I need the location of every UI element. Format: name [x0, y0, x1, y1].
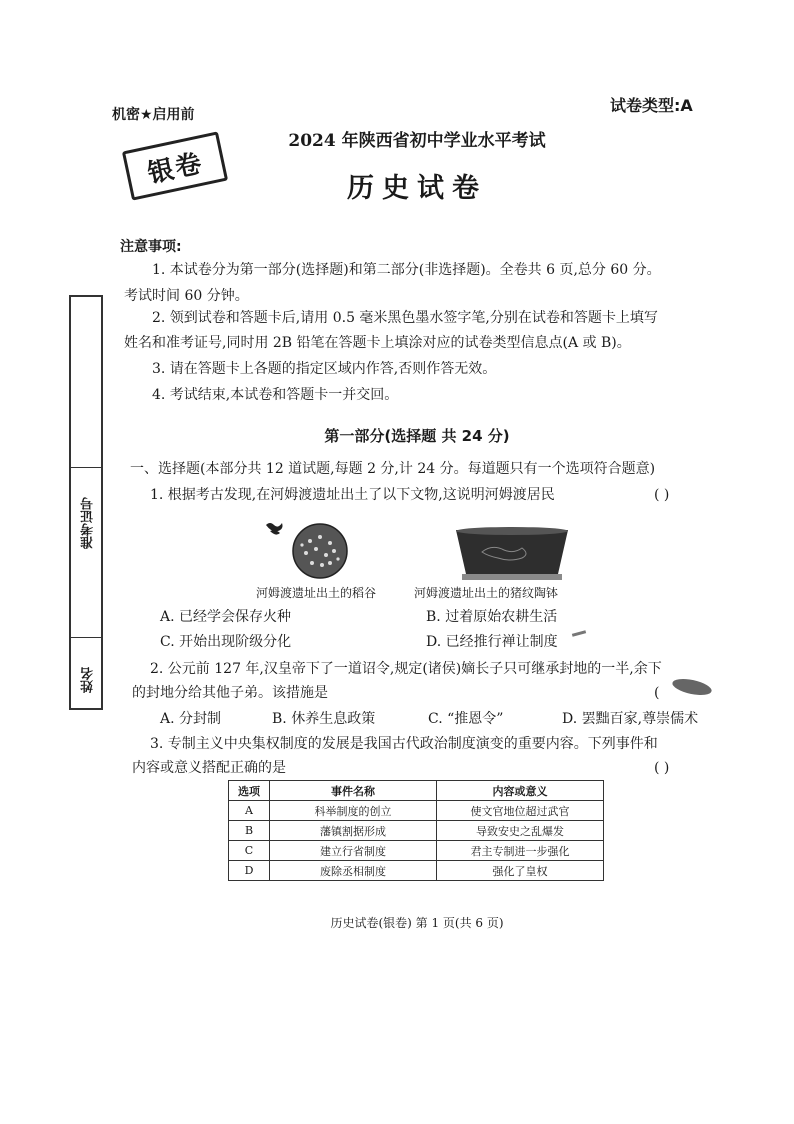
- table-cell: 君主专制进一步强化: [437, 841, 604, 861]
- q2-option-a: A. 分封制: [160, 711, 222, 727]
- q1-caption-bowl: 河姆渡遗址出土的猪纹陶钵: [414, 586, 559, 600]
- page-footer: 历史试卷(银卷) 第 1 页(共 6 页): [330, 916, 504, 930]
- subject-title: 历史试卷: [347, 173, 487, 204]
- section-instructions: 一、选择题(本部分共 12 道试题,每题 2 分,计 24 分。每道题只有一个选项符合题意): [130, 461, 656, 477]
- table-cell: 科举制度的创立: [270, 801, 437, 821]
- q2-option-d: D. 罢黜百家,尊崇儒术: [562, 711, 699, 727]
- table-row: [229, 861, 604, 881]
- exam-number-label: 准考证号: [81, 497, 96, 549]
- notice-item-1-cont: 考试时间 60 分钟。: [124, 288, 249, 304]
- q3-stem-line1: 3. 专制主义中央集权制度的发展是我国古代政治制度演变的重要内容。下列事件和: [150, 736, 658, 752]
- q1-option-d: D. 已经推行禅让制度: [426, 634, 558, 650]
- part1-title: 第一部分(选择题 共 24 分): [324, 427, 510, 445]
- q1-caption-rice: 河姆渡遗址出土的稻谷: [256, 586, 377, 600]
- table-cell: D: [229, 861, 270, 881]
- table-row: [229, 821, 604, 841]
- table-cell: 建立行省制度: [270, 841, 437, 861]
- q1-answer-bracket: ( ): [654, 487, 670, 503]
- q1-option-c: C. 开始出现阶级分化: [160, 634, 292, 650]
- table-cell: 废除丞相制度: [270, 861, 437, 881]
- table-cell: 强化了皇权: [437, 861, 604, 881]
- silver-paper-stamp: 银卷: [122, 131, 228, 200]
- table-header: 事件名称: [270, 781, 437, 801]
- table-cell: 使文官地位超过武官: [437, 801, 604, 821]
- notice-item-3: 3. 请在答题卡上各题的指定区域内作答,否则作答无效。: [152, 361, 497, 377]
- pencil-mark: [572, 630, 586, 637]
- q1-stem: 1. 根据考古发现,在河姆渡遗址出土了以下文物,这说明河姆渡居民: [150, 487, 555, 503]
- table-cell: 导致安史之乱爆发: [437, 821, 604, 841]
- exam-title: 2024 年陕西省初中学业水平考试: [288, 131, 546, 151]
- table-row: [229, 801, 604, 821]
- table-row: [229, 841, 604, 861]
- pottery-bowl-image: [452, 522, 572, 582]
- q2-option-b: B. 休养生息政策: [272, 711, 376, 727]
- table-cell: B: [229, 821, 270, 841]
- q2-option-c: C. “推恩令”: [428, 711, 504, 727]
- paper-type: 试卷类型:A: [610, 96, 693, 115]
- table-cell: A: [229, 801, 270, 821]
- q3-stem-line2: 内容或意义搭配正确的是: [132, 760, 286, 776]
- q2-answer-bracket: (: [654, 685, 660, 701]
- candidate-info-box: [69, 295, 103, 710]
- q3-options-table: [228, 780, 604, 881]
- notice-item-2: 2. 领到试卷和答题卡后,请用 0.5 毫米黑色墨水签字笔,分别在试卷和答题卡上填写: [152, 310, 658, 326]
- name-label: 姓名: [81, 667, 96, 693]
- table-cell: 藩镇割据形成: [270, 821, 437, 841]
- ink-smudge: [671, 676, 713, 698]
- table-header: 内容或意义: [437, 781, 604, 801]
- q2-stem-line2: 的封地分给其他子弟。该措施是: [132, 685, 328, 701]
- notice-item-4: 4. 考试结束,本试卷和答题卡一并交回。: [152, 387, 399, 403]
- notice-item-1: 1. 本试卷分为第一部分(选择题)和第二部分(非选择题)。全卷共 6 页,总分 60 分。: [152, 262, 661, 278]
- notice-heading: 注意事项:: [120, 239, 182, 255]
- table-header: 选项: [229, 781, 270, 801]
- rice-grain-image: [264, 519, 354, 579]
- table-cell: C: [229, 841, 270, 861]
- notice-item-2-cont: 姓名和准考证号,同时用 2B 铅笔在答题卡上填涂对应的试卷类型信息点(A 或 B)。: [124, 335, 631, 351]
- secret-label: 机密★启用前: [112, 107, 195, 123]
- q3-answer-bracket: ( ): [654, 760, 670, 776]
- q1-option-b: B. 过着原始农耕生活: [426, 609, 558, 625]
- table-header-row: [229, 781, 604, 801]
- q1-option-a: A. 已经学会保存火种: [160, 609, 292, 625]
- q2-stem-line1: 2. 公元前 127 年,汉皇帝下了一道诏令,规定(诸侯)嫡长子只可继承封地的一半,余下: [150, 661, 662, 677]
